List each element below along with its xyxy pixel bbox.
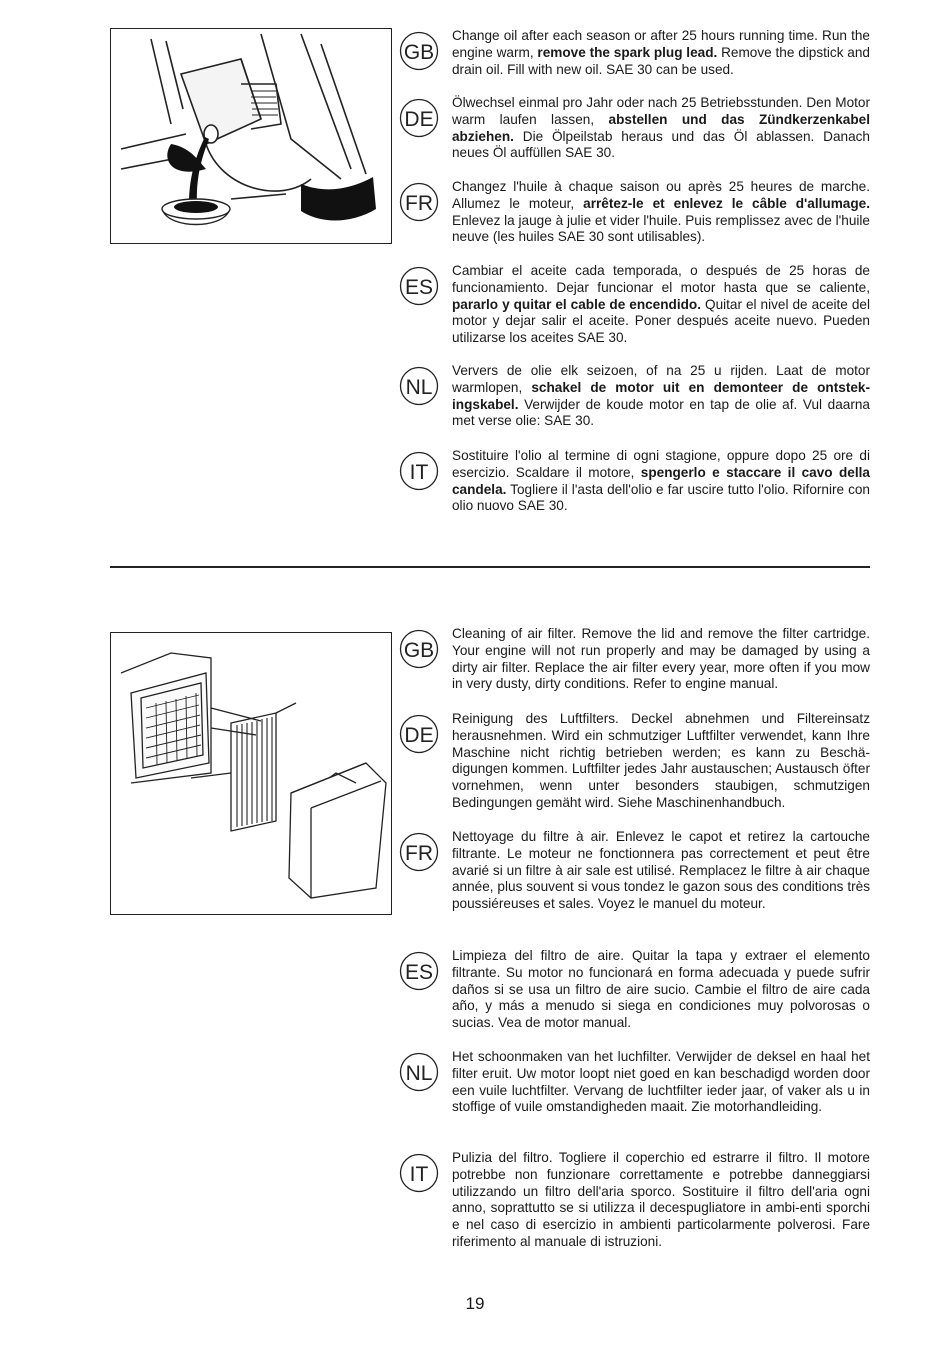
paragraph-text [452,711,870,812]
text-run: Ölwechsel einmal pro Jahr oder nach 25 Betriebsstunden. Den Motor warm laufen lassen, [452,95,870,127]
gb-language-badge-icon [398,30,440,72]
bold-text-run: remove the spark plug lead. [537,44,718,60]
text-run: Enlevez la jauge à julie et vider l'huile. Puis remplissez avec de l'huile neuve (les huiles SAE 30 sont utilisables). [452,212,870,245]
paragraph-text [452,363,870,430]
badge-label: GB [403,639,435,662]
paragraph-text [452,448,870,515]
badge-label: DE [404,108,434,131]
paragraph-text [452,948,870,1032]
badge-label: IT [409,461,429,484]
text-run: Togliere il l'asta dell'olio e far uscire tutto l'olio. Rifornire con olio nuovo SAE 30. [452,481,870,514]
nl-language-badge-icon [398,365,440,407]
badge-label: IT [409,1163,429,1186]
page-number: 19 [465,1294,485,1313]
es-language-badge-icon [398,265,440,307]
badge-label: NL [405,1062,433,1085]
text-run: Sostituire l'olio al termine di ogni stagione, oppure dopo 25 ore di esercizio. Scaldare il motore, [452,448,870,480]
paragraph-text [452,1150,870,1251]
paragraph-text [452,1049,870,1116]
text-run: Limpieza del filtro de aire. Quitar la tapa y extraer el elemento filtrante. Su motor no funcionará en forma adecuada y puede sufrir daños si se usa un filtro de aire sucio. Cambie el filtro de aire cada año, y más a menudo si siega en condiciones muy polvorosas o sucias. Vea de motor manual. [452,948,870,1031]
badge-label: ES [404,276,434,299]
it-language-badge-icon [398,450,440,492]
text-run: Verwijder de koude motor en tap de olie af. Vul daarna met verse olie: SAE 30. [452,396,870,429]
fr-language-badge-icon [398,831,440,873]
text-run: Cambiar el aceite cada temporada, o después de 25 horas de funcionamiento. Dejar funcionar el motor hasta que se caliente, [452,263,870,295]
section-divider [110,566,870,568]
air-filter-illustration [110,632,392,915]
de-language-badge-icon [398,713,440,755]
text-run: Pulizia del filtro. Togliere il coperchio ed estrarre il filtro. Il motore potrebbe non funzionare correttamente e potrebbe danneggiarsi utilizzando un filtro dell'aria sporco. Sostituire il filtro dell'aria ogni anno, soprattutto se si utilizza il decespugliatore in ambi-enti sporchi e nel caso di esercizio in ambienti particolarmente polverosi. Fare riferimento al manuale di istruzioni. [452,1150,870,1249]
text-run: Die Ölpeilstab heraus und das Öl ablassen. Danach neues Öl auffüllen SAE 30. [452,128,870,161]
badge-label: NL [405,376,433,399]
bold-text-run: arrêtez-le et enlevez le câble d'allumage. [583,195,870,211]
paragraph-text [452,626,870,693]
fr-language-badge-icon [398,181,440,223]
es-language-badge-icon [398,950,440,992]
bold-text-run: spengerlo e staccare il cavo della candela. [452,464,870,497]
paragraph-text [452,28,870,78]
badge-label: FR [405,192,433,215]
paragraph-text [452,829,870,913]
text-run: Ververs de olie elk seizoen, of na 25 u rijden. Laat de motor warmlopen, [452,363,870,395]
badge-label: GB [403,41,435,64]
paragraph-text [452,95,870,162]
bold-text-run: schakel de motor uit en demonteer de ontstek-ingskabel. [452,379,870,412]
text-run: Remove the dipstick and drain oil. Fill with new oil. SAE 30 can be used. [452,44,870,77]
badge-label: ES [404,961,434,984]
text-run: Cleaning of air filter. Remove the lid and remove the filter cartridge. Your engine will not run properly and may be damaged by using a dirty air filter. Replace the air filter every year, more often if you mow in very dusty, dirty conditions. Refer to engine manual. [452,626,870,692]
it-language-badge-icon [398,1152,440,1194]
de-language-badge-icon [398,97,440,139]
paragraph-text [452,179,870,246]
bold-text-run: pararlo y quitar el cable de encendido. [452,296,702,312]
text-run: Change oil after each season or after 25 hours running time. Run the engine warm, [452,28,870,60]
text-run: Het schoonmaken van het luchfilter. Verwijder de deksel en haal het filter eruit. Uw motor loopt niet goed en kan beschadigd worden door een vuile luchtfilter. Vervang de luchtfilter ieder jaar, of vaker als u in stoffige of vuile omstandigheden maait. Zie motorhandleiding. [452,1049,870,1115]
nl-language-badge-icon [398,1051,440,1093]
bold-text-run: abstellen und das Zündkerzenkabel abziehen. [452,111,870,144]
badge-label: DE [404,724,434,747]
text-run: Changez l'huile à chaque saison ou après 25 heures de marche. Allumez le moteur, [452,179,870,211]
text-run: Reinigung des Luftfilters. Deckel abnehmen und Filtereinsatz herausnehmen. Wird ein schmutziger Luftfilter verwendet, kann Ihre Maschine nicht richtig betrieben werden; es kann zu Beschä-digungen kommen. Luftfilter jedes Jahr austauschen; Austausch öfter vornehmen, wenn unter besonders staubigen, schmutzigen Bedingungen gemäht wird. Siehe Maschinenhandbuch. [452,711,870,810]
gb-language-badge-icon [398,628,440,670]
text-run: Quitar el nivel de aceite del motor y dejar salir el aceite. Poner después aceite nuevo. Pueden utilizarse los aceites SAE 30. [452,296,870,346]
text-run: Nettoyage du filtre à air. Enlevez le capot et retirez la cartouche filtrante. Le moteur ne fonctionnera pas correctement et peut être avarié si un filtre à air sale est utilisé. Remplacez le filtre à air chaque année, plus souvent si vous tondez le gazon sous des conditions très poussiéreuses et sales. Voyez le manuel du moteur. [452,829,870,912]
oil-change-illustration [110,28,392,244]
badge-label: FR [405,842,433,865]
paragraph-text [452,263,870,347]
